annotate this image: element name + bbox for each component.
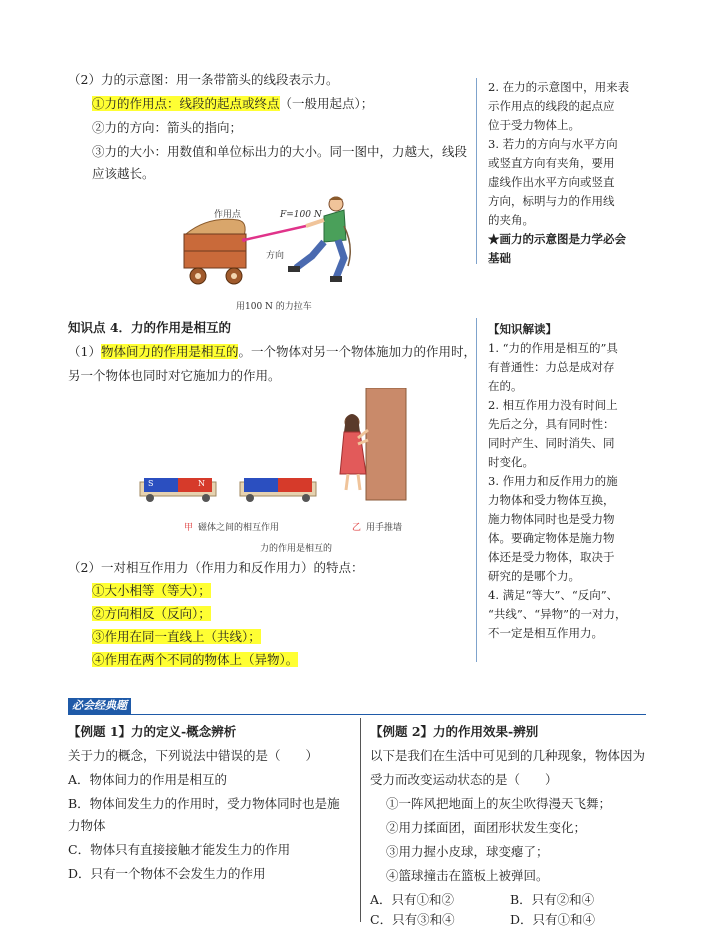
force-diagram-heading: （2）力的示意图：用一条带箭头的线段表示力。 (68, 72, 339, 87)
feature-row (92, 650, 298, 670)
example1-title: 【例题 1】力的定义-概念辨析 (68, 724, 237, 739)
side-note-line: 3. 若力的方向与水平方向 (488, 137, 618, 151)
force-item-point-rest: （一般用起点）； (279, 96, 374, 111)
label-magnet-interaction: 磁体之间的相互作用 (198, 523, 280, 533)
example1-stem: 关于力的概念，下列说法中错误的是（ ） (68, 748, 319, 763)
example1-option-b: B．物体间发生力的作用时，受力物体同时也是施 (68, 796, 340, 811)
cart-pull-figure (178, 196, 358, 292)
example2-item-1: ①一阵风把地面上的灰尘吹得漫天飞舞； (386, 796, 612, 811)
force-item-direction: ②力的方向：箭头的指向； (92, 120, 243, 135)
feature-equal: ①大小相等（等大）； (92, 583, 211, 598)
label-force-value: F=100 N (280, 210, 322, 220)
example2-option-a: A．只有①和② (370, 892, 455, 907)
mutual-force-figure (138, 388, 418, 508)
label-push-wall: 用手推墙 (366, 523, 403, 533)
side-note-line: 在的。 (488, 379, 523, 393)
classic-banner: 必会经典题 (68, 698, 131, 714)
example2-item-2: ②用力揉面团，面团形状发生变化； (386, 820, 587, 835)
feature-different-objects: ④作用在两个不同的物体上（异物）。 (92, 652, 299, 667)
label-direction: 方向 (266, 251, 285, 261)
label-action-point: 作用点 (214, 210, 242, 220)
feature-row (92, 627, 261, 647)
side-note-line: 4. 满足“等大”、“反向”、 (488, 588, 619, 602)
knowledge4-p1-highlight: 物体间力的作用是相互的 (100, 344, 239, 359)
side-divider-1 (476, 78, 477, 264)
knowledge4-title: 知识点 4．力的作用是相互的 (68, 320, 232, 335)
side-note-line: 体。要确定物体是施力物 (488, 531, 615, 545)
side-note-line: 3. 作用力和反作用力的施 (488, 474, 618, 488)
knowledge4-p2: （2）一对相互作用力（作用力和反作用力）的特点： (68, 560, 364, 575)
side-note-line: 的夹角。 (488, 213, 534, 227)
side-note-line: 或竖直方向有夹角，要用 (488, 156, 615, 170)
cart-figure-caption: 用100 N 的力拉车 (236, 302, 312, 312)
side-note-line: 时变化。 (488, 455, 534, 469)
side-note-line: 力物体和受力物体互换， (488, 493, 615, 507)
side-note-line: 虚线作出水平方向或竖直 (488, 175, 615, 189)
side-note-line: 2. 在力的示意图中，用来表 (488, 80, 630, 94)
side-star-note: ★画力的示意图是力学必会 (488, 232, 626, 246)
force-item-magnitude-1: ③力的大小：用数值和单位标出力的大小。同一图中，力越大，线段 (92, 144, 468, 159)
side-note-line: 方向，标明与力的作用线 (488, 194, 615, 208)
feature-row (92, 604, 211, 624)
side-note-line: 研究的是哪个力。 (488, 569, 580, 583)
example2-title: 【例题 2】力的作用效果-辨别 (370, 724, 539, 739)
knowledge4-p1-prefix: （1） (68, 344, 101, 359)
side-notes-1 (488, 78, 629, 268)
force-item-magnitude-2: 应该越长。 (92, 166, 155, 181)
side-note-line: 位于受力物体上。 (488, 118, 580, 132)
label-jia: 甲 (184, 523, 194, 533)
side-note-line: 同时产生、同时消失、同 (488, 436, 615, 450)
side-title-interpretation: 【知识解读】 (488, 322, 557, 336)
side-note-line: 示作用点的线段的起点应 (488, 99, 615, 113)
magnet-s-label: S (148, 479, 154, 488)
side-star-note-2: 基础 (488, 251, 511, 265)
example1-option-a: A．物体间力的作用是相互的 (68, 772, 228, 787)
force-item-point-highlight: ①力的作用点：线段的起点或终点 (92, 96, 280, 111)
side-note-line: 1. “力的作用是相互的”具 (488, 341, 618, 355)
side-note-line: 先后之分，具有同时性： (488, 417, 615, 431)
mutual-figure-caption: 力的作用是相互的 (260, 544, 333, 554)
example1-option-d: D．只有一个物体不会发生力的作用 (68, 866, 266, 881)
knowledge4-p1-line2: 另一个物体也同时对它施加力的作用。 (68, 368, 281, 383)
side-note-line: 2. 相互作用力没有时间上 (488, 398, 618, 412)
example2-item-3: ③用力握小皮球，球变瘪了； (386, 844, 549, 859)
magnet-n-label: N (198, 479, 205, 488)
side-note-line: 有普通性：力总是成对存 (488, 360, 615, 374)
example2-stem-2: 受力而改变运动状态的是（ ） (370, 772, 558, 787)
side-note-line: 体还是受力物体，取决于 (488, 550, 615, 564)
knowledge4-p1 (68, 342, 476, 362)
side-note-line: 不一定是相互作用力。 (488, 626, 603, 640)
label-yi: 乙 (352, 523, 362, 533)
example2-item-4: ④篮球撞击在篮板上被弹回。 (386, 868, 549, 883)
example1-option-b-cont: 力物体 (68, 818, 106, 833)
example2-stem-1: 以下是我们在生活中可见到的几种现象，物体因为 (370, 748, 646, 763)
side-note-line: 施力物体同时也是受力物 (488, 512, 615, 526)
example2-option-b: B．只有②和④ (510, 892, 595, 907)
force-item-point (92, 94, 373, 114)
feature-row (92, 581, 211, 601)
feature-collinear: ③作用在同一直线上（共线）； (92, 629, 261, 644)
example2-option-c: C．只有③和④ (370, 912, 455, 927)
classic-banner-rule (68, 714, 646, 715)
example1-option-c: C．物体只有直接接触才能发生力的作用 (68, 842, 291, 857)
side-notes-2 (488, 320, 627, 643)
examples-divider (360, 718, 361, 922)
knowledge4-p1-rest: 。一个物体对另一个物体施加力的作用时， (238, 344, 476, 359)
example2-option-d: D．只有①和④ (510, 912, 596, 927)
side-divider-2 (476, 318, 477, 662)
side-note-line: “共线”、“异物”的一对力， (488, 607, 627, 621)
feature-opposite: ②方向相反（反向）； (92, 606, 211, 621)
